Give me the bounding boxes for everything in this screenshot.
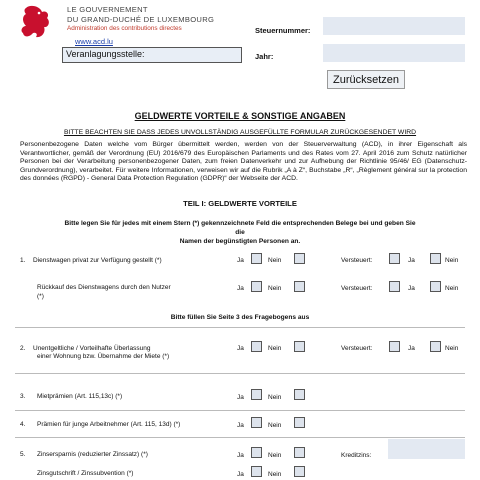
item-5-number: 5. — [20, 451, 26, 458]
nein-label: Nein — [268, 471, 282, 478]
item-2-label-line-2: einer Wohnung bzw. Übernahme der Miete (*) — [37, 353, 170, 360]
item-1b-label-line-1: Rückkauf des Dienstwagens durch den Nutzer — [37, 284, 171, 291]
versteuert-label: Versteuert: — [341, 345, 373, 352]
item-4-label: Prämien für junge Arbeitnehmer (Art. 115, 13d) (*) — [37, 421, 181, 428]
item-2-versteuert-nein-checkbox[interactable] — [430, 341, 441, 352]
item-1-number: 1. — [20, 257, 26, 264]
nein-label: Nein — [268, 394, 282, 401]
instructions-line-2: Namen der begünstigten Personen an. — [179, 238, 301, 245]
section-title-teil-1: TEIL I: GELDWERTE VORTEILE — [183, 199, 297, 208]
item-1b-label-line-2: (*) — [37, 293, 44, 300]
ja-label: Ja — [237, 452, 244, 459]
ja-label: Ja — [408, 257, 415, 264]
versteuert-label: Versteuert: — [341, 257, 373, 264]
ja-label: Ja — [237, 257, 244, 264]
item-2-label-line-1: Unentgeltliche / Vorteilhafte Überlassung — [33, 345, 151, 352]
website-link[interactable]: www.acd.lu — [75, 37, 113, 46]
page-3-note: Bitte füllen Sie Seite 3 des Fragebogens aus — [170, 314, 310, 321]
form-title: GELDWERTE VORTEILE & SONSTIGE ANGABEN — [134, 111, 346, 121]
item-5b-ja-checkbox[interactable] — [251, 466, 262, 477]
ja-label: Ja — [408, 345, 415, 352]
item-1b-ja-checkbox[interactable] — [251, 281, 262, 292]
administration-name: Administration des contributions directes — [67, 25, 182, 32]
ja-label: Ja — [237, 394, 244, 401]
luxembourg-lion-logo-icon — [18, 4, 54, 42]
ja-label: Ja — [237, 345, 244, 352]
item-4-ja-checkbox[interactable] — [251, 417, 262, 428]
ja-label: Ja — [237, 422, 244, 429]
section-instructions — [60, 219, 420, 246]
item-1-versteuert-nein-checkbox[interactable] — [430, 253, 441, 264]
nein-label: Nein — [268, 257, 282, 264]
item-5-label: Zinsersparnis (reduzierter Zinssatz) (*) — [37, 451, 148, 458]
separator — [15, 410, 465, 411]
nein-label: Nein — [445, 285, 459, 292]
item-1b-nein-checkbox[interactable] — [294, 281, 305, 292]
item-2-nein-checkbox[interactable] — [294, 341, 305, 352]
separator — [15, 437, 465, 438]
item-1-nein-checkbox[interactable] — [294, 253, 305, 264]
steuernummer-input[interactable] — [323, 17, 465, 35]
item-5b-label: Zinsgutschrift / Zinssubvention (*) — [37, 470, 134, 477]
separator — [15, 373, 465, 374]
item-5-nein-checkbox[interactable] — [294, 447, 305, 458]
jahr-input[interactable] — [323, 44, 465, 62]
nein-label: Nein — [445, 257, 459, 264]
item-2-number: 2. — [20, 345, 26, 352]
item-2-ja-checkbox[interactable] — [251, 341, 262, 352]
item-1-versteuert-ja-checkbox[interactable] — [389, 253, 400, 264]
item-5-ja-checkbox[interactable] — [251, 447, 262, 458]
nein-label: Nein — [268, 285, 282, 292]
item-4-number: 4. — [20, 421, 26, 428]
separator — [15, 327, 465, 328]
ja-label: Ja — [408, 285, 415, 292]
form-subtitle: BITTE BEACHTEN SIE DASS JEDES UNVOLLSTÄNDIG AUSGEFÜLLTE FORMULAR ZURÜCKGESENDET WIRD — [63, 129, 417, 136]
item-3-number: 3. — [20, 393, 26, 400]
government-line-2: DU GRAND-DUCHÉ DE LUXEMBOURG — [67, 15, 215, 24]
item-5b-nein-checkbox[interactable] — [294, 466, 305, 477]
ja-label: Ja — [237, 285, 244, 292]
kreditzins-input[interactable] — [388, 439, 465, 459]
jahr-label: Jahr: — [255, 52, 274, 61]
item-3-nein-checkbox[interactable] — [294, 389, 305, 400]
item-1-label: Dienstwagen privat zur Verfügung gestellt (*) — [33, 257, 162, 264]
versteuert-label: Versteuert: — [341, 285, 373, 292]
nein-label: Nein — [268, 452, 282, 459]
item-1b-versteuert-nein-checkbox[interactable] — [430, 281, 441, 292]
privacy-notice: Personenbezogene Daten welche vom Bürger übermittelt werden, werden von der Steuerverwaltung (ACD), in ihrer Eigenschaft als Verantwortlicher, gemäß der Verordnung (EU) 2016/679 des Europäischen Parlaments und des Rates vom 27. April 2016 zum Schutz natürlicher Personen bei der Verarbeitung personenbezogener Daten, zum freien Datenverkehr und zur Aufhebung der Richtlinie 95/46/ EG (Datenschutz-Grundverordnung), verarbeitet. Für weitere Informationen, verweisen wir auf die Rubrik „A à Z“, Buchstabe „R“, „Règlement général sur la protection des données (RGPD) - General Data Protection Regulation (GDPR)“ der Webseite der ACD. — [20, 141, 467, 183]
ja-label: Ja — [237, 471, 244, 478]
item-2-versteuert-ja-checkbox[interactable] — [389, 341, 400, 352]
instructions-line-1: Bitte legen Sie für jedes mit einem Stern (*) gekennzeichnete Feld die entsprechenden Belege bei und geben Sie die — [64, 220, 416, 236]
steuernummer-label: Steuernummer: — [255, 26, 311, 35]
item-4-nein-checkbox[interactable] — [294, 417, 305, 428]
item-1-ja-checkbox[interactable] — [251, 253, 262, 264]
nein-label: Nein — [268, 422, 282, 429]
reset-button[interactable]: Zurücksetzen — [327, 70, 405, 89]
veranlagungsstelle-field[interactable]: Veranlagungsstelle: — [62, 47, 242, 63]
kreditzins-label: Kreditzins: — [341, 452, 372, 459]
government-line-1: LE GOUVERNEMENT — [67, 5, 148, 14]
item-3-label: Mietprämien (Art. 115,13c) (*) — [37, 393, 123, 400]
nein-label: Nein — [268, 345, 282, 352]
item-1b-versteuert-ja-checkbox[interactable] — [389, 281, 400, 292]
item-3-ja-checkbox[interactable] — [251, 389, 262, 400]
nein-label: Nein — [445, 345, 459, 352]
